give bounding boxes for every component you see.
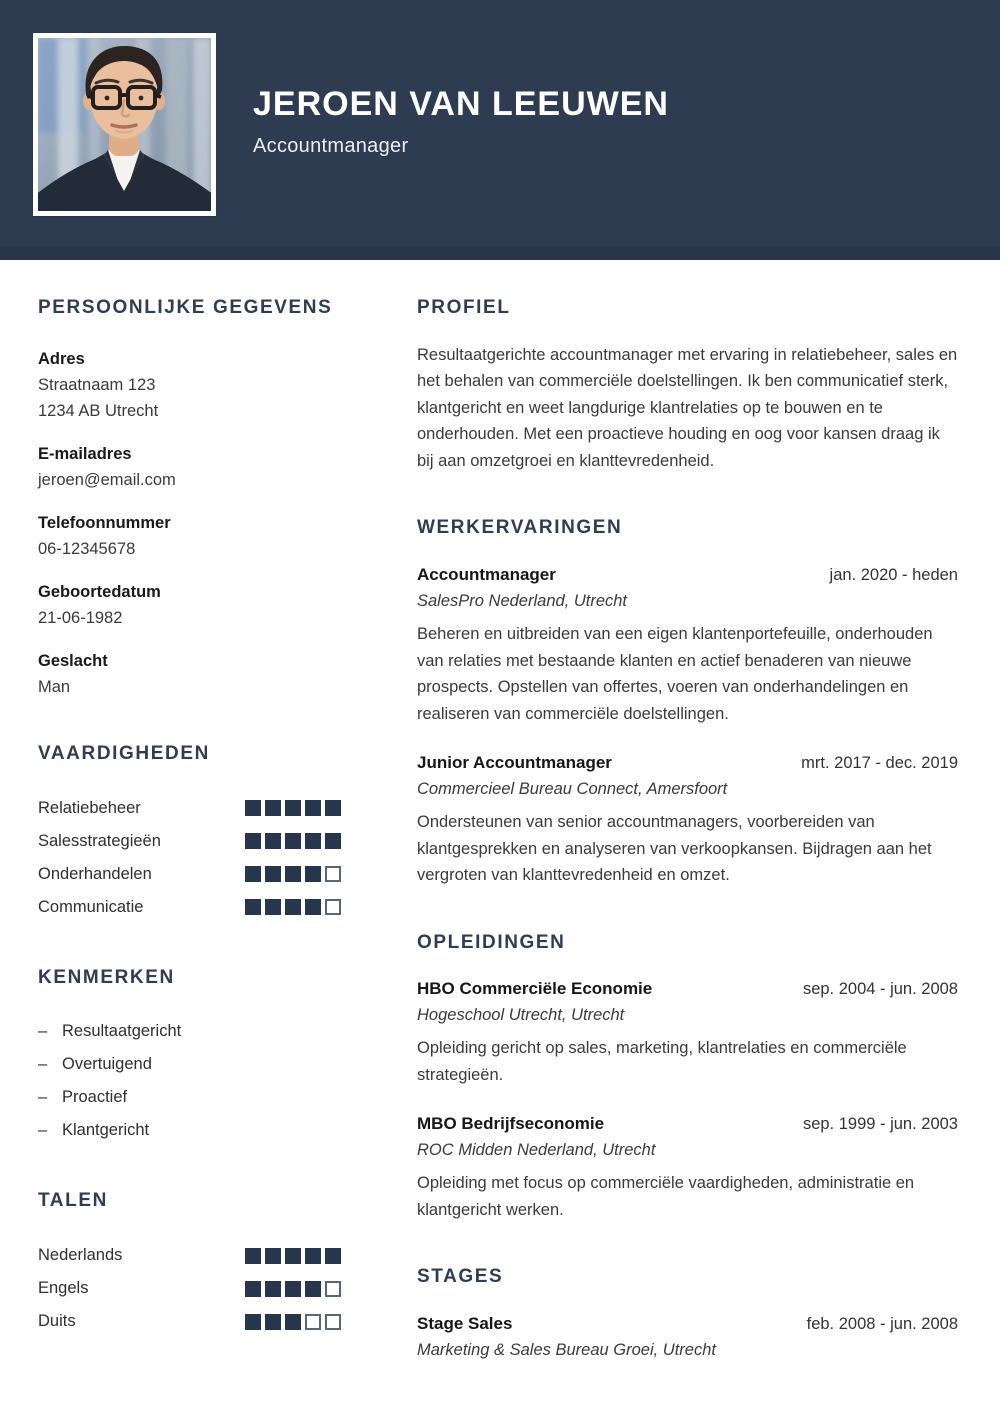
personal-item-gender (38, 648, 341, 700)
section-personal-details (38, 297, 341, 700)
internships-heading: STAGES (417, 1266, 504, 1288)
rating-square-filled (325, 833, 341, 849)
language-rating (245, 1281, 341, 1297)
rating-square-filled (265, 800, 281, 816)
cv-body (0, 260, 1000, 1406)
rating-square-filled (265, 1248, 281, 1264)
rating-square-filled (305, 1281, 321, 1297)
entry-header (417, 1111, 958, 1137)
profile-text: Resultaatgerichte accountmanager met ervaring in relatiebeheer, sales en het behalen van commerciële doelstellingen. Ik ben communicatief sterk, klantgericht en weet langdurige klantrelaties op te bouwen en te onderhouden. Met een proactieve houding en oog voor kansen draag ik bij aan omzetgroei en klanttevredenheid. (417, 345, 958, 470)
entry-organization: ROC Midden Nederland, Utrecht (417, 1141, 656, 1160)
personal-details-heading: PERSOONLIJKE GEGEVENS (38, 297, 333, 318)
rating-square-filled (265, 899, 281, 915)
education-heading: OPLEIDINGEN (417, 931, 566, 953)
profile-photo (33, 33, 216, 216)
rating-square-empty (325, 899, 341, 915)
entry-description: Opleiding met focus op commerciële vaardigheden, administratie en klantgericht werken. (417, 1174, 915, 1219)
entry-date: feb. 2008 - jun. 2008 (806, 1315, 958, 1334)
rating-square-filled (245, 833, 261, 849)
entry-title: MBO Bedrijfseconomie (417, 1114, 605, 1134)
dash-bullet: – (38, 1121, 48, 1140)
entry-title: Accountmanager (417, 565, 556, 585)
rating-square-filled (245, 1281, 261, 1297)
rating-square-filled (245, 866, 261, 882)
trait-text: Proactief (62, 1088, 128, 1107)
entry-header (417, 1311, 958, 1337)
entry-description: Beheren en uitbreiden van een eigen klantenportefeuille, onderhouden van relaties met bestaande klanten en actief benaderen van nieuwe prospects. Opstellen van offertes, voeren van onderhandelingen en realiseren van commerciële doelstellingen. (417, 625, 933, 723)
field-label: Adres (38, 349, 85, 368)
section-internships (417, 1266, 958, 1363)
rating-square-filled (305, 833, 321, 849)
skill-rating (245, 899, 341, 915)
entry-header (417, 562, 958, 588)
rating-square-filled (265, 833, 281, 849)
rating-square-filled (245, 1314, 261, 1330)
field-label: Telefoonnummer (38, 513, 171, 532)
dash-bullet: – (38, 1055, 48, 1074)
rating-square-filled (245, 1248, 261, 1264)
profile-photo-illustration (38, 38, 211, 211)
field-label: Geboortedatum (38, 582, 161, 601)
education-entry (417, 976, 958, 1088)
trait-text: Klantgericht (62, 1121, 150, 1140)
entry-header (417, 976, 958, 1002)
profile-heading: PROFIEL (417, 297, 511, 318)
skill-row (38, 825, 341, 858)
field-value: 21-06-1982 (38, 608, 123, 627)
language-row (38, 1239, 341, 1272)
rating-square-filled (245, 899, 261, 915)
rating-square-filled (305, 866, 321, 882)
experience-entry (417, 562, 958, 727)
entry-organization: Hogeschool Utrecht, Utrecht (417, 1006, 625, 1025)
field-label: E-mailadres (38, 444, 132, 463)
trait-item (38, 1114, 341, 1147)
rating-square-empty (325, 1281, 341, 1297)
field-value: Man (38, 677, 71, 696)
field-value: jeroen@email.com (38, 470, 176, 489)
personal-item-email (38, 441, 341, 493)
entry-title: HBO Commerciële Economie (417, 979, 653, 999)
entry-date: jan. 2020 - heden (829, 566, 958, 585)
field-label: Geslacht (38, 651, 108, 670)
rating-square-filled (305, 800, 321, 816)
skill-rating (245, 866, 341, 882)
experience-entry (417, 750, 958, 889)
rating-square-filled (285, 899, 301, 915)
rating-square-filled (285, 1248, 301, 1264)
section-languages (38, 1190, 341, 1338)
language-rating (245, 1314, 341, 1330)
trait-item (38, 1081, 341, 1114)
rating-square-filled (265, 1281, 281, 1297)
section-work-experience (417, 517, 958, 888)
rating-square-filled (305, 1248, 321, 1264)
entry-header (417, 750, 958, 776)
trait-item (38, 1015, 341, 1048)
entry-description: Opleiding gericht op sales, marketing, klantrelaties en commerciële strategieën. (417, 1039, 907, 1084)
section-skills (38, 743, 341, 924)
skill-label: Salesstrategieën (38, 831, 161, 850)
trait-text: Overtuigend (62, 1055, 152, 1074)
dash-bullet: – (38, 1022, 48, 1041)
language-label: Duits (38, 1312, 76, 1331)
section-education (417, 932, 958, 1224)
rating-square-empty (305, 1314, 321, 1330)
left-column (38, 297, 341, 1406)
person-name: JEROEN VAN LEEUWEN (253, 85, 669, 123)
header-bottom-strip (0, 247, 1000, 260)
rating-square-filled (325, 800, 341, 816)
skill-row (38, 891, 341, 924)
right-column (417, 297, 958, 1406)
person-job-title: Accountmanager (253, 135, 409, 158)
language-row (38, 1305, 341, 1338)
rating-square-empty (325, 866, 341, 882)
header-banner (0, 0, 1000, 247)
entry-date: sep. 1999 - jun. 2003 (802, 1115, 958, 1134)
field-value: 1234 AB Utrecht (38, 401, 159, 420)
rating-square-filled (245, 800, 261, 816)
rating-square-filled (305, 899, 321, 915)
rating-square-filled (285, 1281, 301, 1297)
rating-square-filled (285, 866, 301, 882)
languages-heading: TALEN (38, 1190, 108, 1212)
traits-heading: KENMERKEN (38, 966, 175, 988)
section-profile (417, 297, 958, 474)
skill-row (38, 858, 341, 891)
work-experience-heading: WERKERVARINGEN (417, 517, 623, 539)
rating-square-filled (285, 1314, 301, 1330)
field-value: 06-12345678 (38, 539, 136, 558)
skill-rating (245, 800, 341, 816)
entry-description: Ondersteunen van senior accountmanagers, voorbereiden van klantgesprekken en analyseren van verkoopkansen. Bijdragen aan het vergroten van klanttevredenheid en omzet. (417, 813, 932, 885)
rating-square-empty (325, 1314, 341, 1330)
rating-square-filled (265, 866, 281, 882)
trait-text: Resultaatgericht (62, 1022, 182, 1041)
entry-organization: Marketing & Sales Bureau Groei, Utrecht (417, 1341, 716, 1360)
education-entry (417, 1111, 958, 1223)
skill-label: Onderhandelen (38, 864, 152, 883)
skill-label: Communicatie (38, 897, 144, 916)
entry-title: Junior Accountmanager (417, 753, 612, 773)
language-rating (245, 1248, 341, 1264)
entry-organization: Commercieel Bureau Connect, Amersfoort (417, 780, 728, 799)
language-label: Nederlands (38, 1246, 123, 1265)
skills-heading: VAARDIGHEDEN (38, 742, 210, 764)
section-traits (38, 967, 341, 1148)
dash-bullet: – (38, 1088, 48, 1107)
internship-entry (417, 1311, 958, 1363)
personal-item-phone (38, 510, 341, 562)
trait-item (38, 1048, 341, 1081)
entry-title: Stage Sales (417, 1314, 513, 1334)
rating-square-filled (285, 800, 301, 816)
field-value: Straatnaam 123 (38, 375, 156, 394)
skill-rating (245, 833, 341, 849)
language-label: Engels (38, 1279, 89, 1298)
rating-square-filled (285, 833, 301, 849)
entry-date: sep. 2004 - jun. 2008 (802, 980, 958, 999)
skill-row (38, 792, 341, 825)
entry-date: mrt. 2017 - dec. 2019 (801, 754, 958, 773)
personal-item-address (38, 346, 341, 424)
skill-label: Relatiebeheer (38, 798, 141, 817)
entry-organization: SalesPro Nederland, Utrecht (417, 592, 628, 611)
personal-item-birthdate (38, 579, 341, 631)
rating-square-filled (265, 1314, 281, 1330)
rating-square-filled (325, 1248, 341, 1264)
language-row (38, 1272, 341, 1305)
